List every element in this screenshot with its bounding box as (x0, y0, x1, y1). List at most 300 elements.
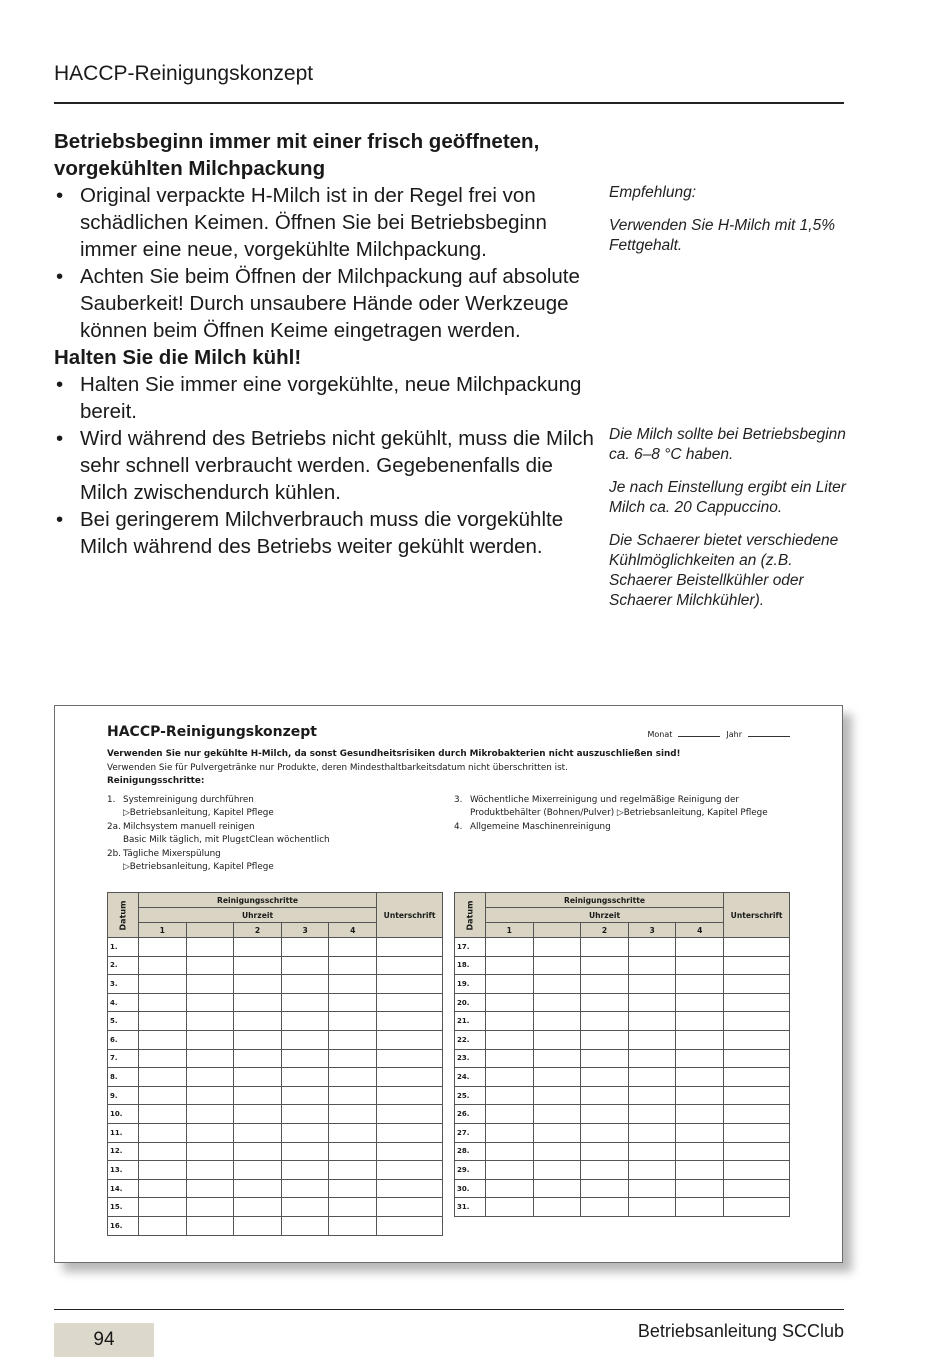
log-cell[interactable] (138, 1068, 186, 1087)
log-cell[interactable] (581, 1049, 629, 1068)
log-cell[interactable] (234, 956, 282, 975)
log-cell[interactable] (676, 1161, 724, 1180)
table-row (108, 1086, 443, 1105)
log-cell[interactable] (281, 956, 329, 975)
row-date: 1. (108, 938, 139, 957)
log-cell[interactable] (676, 993, 724, 1012)
log-cell[interactable] (377, 1123, 443, 1142)
col-2-header: 2 (234, 923, 282, 938)
log-cell[interactable] (581, 1105, 629, 1124)
log-cell[interactable] (533, 1142, 581, 1161)
log-cell[interactable] (138, 1012, 186, 1031)
row-date: 20. (455, 993, 486, 1012)
col-blank-header (533, 923, 581, 938)
log-cell[interactable] (533, 1105, 581, 1124)
log-cell[interactable] (377, 1030, 443, 1049)
log-cell[interactable] (138, 1030, 186, 1049)
log-cell[interactable] (234, 938, 282, 957)
log-cell[interactable] (724, 1179, 790, 1198)
row-date: 28. (455, 1142, 486, 1161)
log-cell[interactable] (628, 1179, 676, 1198)
sidenote-text: Verwenden Sie H-Milch mit 1,5% Fettgehalt. (609, 217, 835, 254)
log-cell[interactable] (186, 938, 234, 957)
log-cell[interactable] (581, 1068, 629, 1087)
step-text: Wöchentliche Mixerreinigung und regelmäßige Reinigung der (470, 795, 740, 805)
step-number: 3. (454, 795, 463, 805)
section2-heading: Halten Sie die Milch kühl! (54, 346, 302, 369)
month-year-fields (647, 728, 790, 739)
table-row (455, 1012, 790, 1031)
table-row (455, 975, 790, 994)
log-cell[interactable] (377, 956, 443, 975)
datum-header (455, 893, 486, 938)
log-cell[interactable] (281, 1123, 329, 1142)
table-row (108, 1123, 443, 1142)
log-cell[interactable] (377, 1012, 443, 1031)
log-cell[interactable] (676, 1049, 724, 1068)
log-cell[interactable] (234, 1123, 282, 1142)
cleaning-log-table-right (454, 892, 790, 1217)
log-cell[interactable] (329, 1049, 377, 1068)
log-cell[interactable] (724, 1049, 790, 1068)
log-cell[interactable] (186, 975, 234, 994)
step-text: ▷Betriebsanleitung, Kapitel Pflege (123, 862, 274, 873)
table-row (108, 1012, 443, 1031)
log-cell[interactable] (377, 975, 443, 994)
cleaning-log-table-left (107, 892, 443, 1236)
log-cell[interactable] (138, 1086, 186, 1105)
log-cell[interactable] (281, 1198, 329, 1217)
log-cell[interactable] (186, 1161, 234, 1180)
log-cell[interactable] (724, 1012, 790, 1031)
footer-divider (54, 1309, 844, 1310)
log-cell[interactable] (186, 956, 234, 975)
log-cell[interactable] (234, 1086, 282, 1105)
row-date: 27. (455, 1123, 486, 1142)
log-cell[interactable] (533, 975, 581, 994)
log-cell[interactable] (581, 1179, 629, 1198)
log-cell[interactable] (329, 1142, 377, 1161)
log-cell[interactable] (485, 993, 533, 1012)
log-cell[interactable] (628, 1030, 676, 1049)
log-cell[interactable] (234, 1068, 282, 1087)
log-cell[interactable] (676, 1068, 724, 1087)
step-number (107, 807, 123, 820)
log-cell[interactable] (485, 1123, 533, 1142)
log-cell[interactable] (628, 1105, 676, 1124)
row-date: 10. (108, 1105, 139, 1124)
log-cell[interactable] (628, 1198, 676, 1217)
log-cell[interactable] (138, 1142, 186, 1161)
log-cell[interactable] (186, 1012, 234, 1031)
log-cell[interactable] (485, 938, 533, 957)
log-cell[interactable] (724, 1123, 790, 1142)
form-title: HACCP-Reinigungskonzept (107, 724, 317, 740)
log-cell[interactable] (724, 1086, 790, 1105)
log-cell[interactable] (628, 1086, 676, 1105)
log-cell[interactable] (533, 1161, 581, 1180)
table-row (455, 1179, 790, 1198)
section1-list (54, 182, 594, 344)
log-cell[interactable] (329, 1123, 377, 1142)
log-cell[interactable] (377, 1142, 443, 1161)
table-row (455, 1123, 790, 1142)
table-row (455, 993, 790, 1012)
log-cell[interactable] (329, 1198, 377, 1217)
row-date: 12. (108, 1142, 139, 1161)
log-cell[interactable] (281, 975, 329, 994)
log-cell[interactable] (234, 1179, 282, 1198)
row-date: 19. (455, 975, 486, 994)
log-cell[interactable] (724, 1030, 790, 1049)
log-cell[interactable] (533, 956, 581, 975)
log-cell[interactable] (138, 975, 186, 994)
log-cell[interactable] (724, 1142, 790, 1161)
log-cell[interactable] (581, 975, 629, 994)
log-cell[interactable] (186, 1068, 234, 1087)
step-number: 1. (107, 795, 116, 805)
log-cell[interactable] (676, 1012, 724, 1031)
log-cell[interactable] (533, 1068, 581, 1087)
log-cell[interactable] (138, 1216, 186, 1235)
log-cell[interactable] (533, 993, 581, 1012)
log-cell[interactable] (676, 1086, 724, 1105)
log-cell[interactable] (281, 1068, 329, 1087)
log-cell[interactable] (628, 938, 676, 957)
log-cell[interactable] (485, 1105, 533, 1124)
section2-bullet: • Bei geringerem Milchverbrauch muss die vorgekühlte Milch während des Betriebs weiter gekühlt werden. (54, 506, 594, 560)
log-cell[interactable] (676, 1105, 724, 1124)
table-row (108, 1179, 443, 1198)
log-cell[interactable] (329, 1179, 377, 1198)
section1-heading: Betriebsbeginn immer mit einer frisch geöffneten, vorgekühlten Milchpackung (54, 130, 540, 180)
log-cell[interactable] (329, 1086, 377, 1105)
log-cell[interactable] (533, 1086, 581, 1105)
log-cell[interactable] (676, 1179, 724, 1198)
uhrzeit-header: Uhrzeit (485, 908, 723, 923)
log-cell[interactable] (485, 975, 533, 994)
log-cell[interactable] (628, 993, 676, 1012)
log-cell[interactable] (485, 1086, 533, 1105)
table-row (108, 1161, 443, 1180)
datum-label: Datum (118, 900, 128, 930)
step-text: Basic Milk täglich, mit PlugɛtClean wöchentlich (123, 835, 330, 846)
log-cell[interactable] (186, 1179, 234, 1198)
row-date: 13. (108, 1161, 139, 1180)
log-cell[interactable] (724, 993, 790, 1012)
log-cell[interactable] (724, 1105, 790, 1124)
table-row (108, 1198, 443, 1217)
log-cell[interactable] (485, 1142, 533, 1161)
log-cell[interactable] (676, 975, 724, 994)
row-date: 23. (455, 1049, 486, 1068)
log-cell[interactable] (581, 1198, 629, 1217)
log-cell[interactable] (676, 1030, 724, 1049)
row-date: 16. (108, 1216, 139, 1235)
sidenote-cooling (609, 425, 849, 624)
log-cell[interactable] (138, 956, 186, 975)
log-cell[interactable] (186, 1049, 234, 1068)
col-2-header: 2 (581, 923, 629, 938)
log-cell[interactable] (377, 993, 443, 1012)
row-date: 11. (108, 1123, 139, 1142)
unterschrift-header: Unterschrift (724, 893, 790, 938)
log-cell[interactable] (485, 956, 533, 975)
uhrzeit-header: Uhrzeit (138, 908, 376, 923)
log-cell[interactable] (724, 956, 790, 975)
sidenote-recommendation (609, 183, 849, 269)
step-line (107, 834, 330, 847)
log-cell[interactable] (724, 1161, 790, 1180)
row-date: 31. (455, 1198, 486, 1217)
year-blank (748, 728, 790, 737)
step-line (454, 821, 768, 834)
log-cell[interactable] (485, 1030, 533, 1049)
log-cell[interactable] (676, 1123, 724, 1142)
year-label: Jahr (726, 730, 742, 739)
month-label: Monat (647, 730, 673, 739)
log-cell[interactable] (186, 1142, 234, 1161)
log-cell[interactable] (377, 1216, 443, 1235)
datum-header (108, 893, 139, 938)
step-number (107, 861, 123, 874)
log-cell[interactable] (533, 1030, 581, 1049)
row-date: 14. (108, 1179, 139, 1198)
step-number (454, 807, 470, 820)
sidenote-text: Je nach Einstellung ergibt ein Liter Milch ca. 20 Cappuccino. (609, 479, 846, 516)
step-text: Allgemeine Maschinenreinigung (470, 821, 611, 832)
section2-bullet: • Wird während des Betriebs nicht gekühlt, muss die Milch sehr schnell verbraucht werden. Gegebenenfalls die Milch zwischendurch kühlen. (54, 425, 594, 506)
log-cell[interactable] (329, 1161, 377, 1180)
log-cell[interactable] (281, 1012, 329, 1031)
step-text: Systemreinigung durchführen (123, 795, 254, 805)
log-cell[interactable] (581, 993, 629, 1012)
log-cell[interactable] (138, 1161, 186, 1180)
log-cell[interactable] (186, 1030, 234, 1049)
log-cell[interactable] (581, 938, 629, 957)
log-cell[interactable] (628, 956, 676, 975)
log-cell[interactable] (281, 1179, 329, 1198)
section1-bullet: • Achten Sie beim Öffnen der Milchpackung auf absolute Sauberkeit! Durch unsaubere Hände oder Werkzeuge können beim Öffnen Keime eingetragen werden. (54, 263, 594, 344)
col-3-header: 3 (281, 923, 329, 938)
log-cell[interactable] (281, 993, 329, 1012)
log-cell[interactable] (281, 1142, 329, 1161)
table-row (108, 938, 443, 957)
log-cell[interactable] (234, 975, 282, 994)
steps-list-right (454, 794, 768, 834)
log-cell[interactable] (676, 956, 724, 975)
row-date: 29. (455, 1161, 486, 1180)
log-cell[interactable] (628, 1123, 676, 1142)
log-cell[interactable] (186, 1216, 234, 1235)
log-cell[interactable] (138, 1123, 186, 1142)
row-date: 2. (108, 956, 139, 975)
log-cell[interactable] (628, 975, 676, 994)
step-text: Produktbehälter (Bohnen/Pulver) ▷Betriebsanleitung, Kapitel Pflege (470, 808, 768, 819)
log-cell[interactable] (186, 1105, 234, 1124)
datum-label: Datum (465, 900, 475, 930)
table-row (455, 1161, 790, 1180)
log-cell[interactable] (138, 1198, 186, 1217)
log-cell[interactable] (724, 975, 790, 994)
log-cell[interactable] (628, 1012, 676, 1031)
table-row (455, 1105, 790, 1124)
steps-heading: Reinigungsschritte: (107, 776, 205, 786)
step-text: Tägliche Mixerspülung (123, 848, 221, 859)
log-cell[interactable] (377, 1068, 443, 1087)
log-cell[interactable] (533, 938, 581, 957)
log-cell[interactable] (377, 938, 443, 957)
col-4-header: 4 (676, 923, 724, 938)
table-row (108, 956, 443, 975)
log-cell[interactable] (234, 1105, 282, 1124)
log-cell[interactable] (186, 1198, 234, 1217)
form-warning: Verwenden Sie nur gekühlte H-Milch, da sonst Gesundheitsrisiken durch Mikrobakterien nicht auszuschließen sind! (107, 749, 681, 759)
log-cell[interactable] (533, 1012, 581, 1031)
log-cell[interactable] (138, 1049, 186, 1068)
log-cell[interactable] (329, 1216, 377, 1235)
log-cell[interactable] (581, 1012, 629, 1031)
log-cell[interactable] (138, 938, 186, 957)
log-cell[interactable] (234, 1216, 282, 1235)
table-row (455, 1086, 790, 1105)
log-cell[interactable] (581, 1142, 629, 1161)
step-number: 2b. (107, 848, 121, 859)
log-cell[interactable] (329, 956, 377, 975)
log-cell[interactable] (628, 1049, 676, 1068)
row-date: 15. (108, 1198, 139, 1217)
log-cell[interactable] (628, 1068, 676, 1087)
row-date: 30. (455, 1179, 486, 1198)
log-cell[interactable] (281, 1049, 329, 1068)
log-cell[interactable] (234, 1161, 282, 1180)
section2-bullet: • Halten Sie immer eine vorgekühlte, neue Milchpackung bereit. (54, 371, 594, 425)
log-cell[interactable] (186, 1123, 234, 1142)
log-cell[interactable] (485, 1012, 533, 1031)
log-cell[interactable] (234, 1012, 282, 1031)
log-cell[interactable] (329, 1105, 377, 1124)
reinigungsschritte-header: Reinigungsschritte (485, 893, 723, 908)
log-cell[interactable] (581, 1030, 629, 1049)
log-cell[interactable] (581, 1086, 629, 1105)
step-line (454, 807, 768, 820)
step-number (107, 834, 123, 847)
month-blank (678, 728, 720, 737)
log-cell[interactable] (281, 1216, 329, 1235)
section2-list (54, 371, 594, 560)
table-row (455, 956, 790, 975)
log-cell[interactable] (329, 975, 377, 994)
log-cell[interactable] (281, 1086, 329, 1105)
log-cell[interactable] (676, 938, 724, 957)
row-date: 25. (455, 1086, 486, 1105)
table-row (108, 1049, 443, 1068)
log-cell[interactable] (485, 1161, 533, 1180)
log-cell[interactable] (329, 1068, 377, 1087)
log-cell[interactable] (234, 1030, 282, 1049)
sidenote-text: Empfehlung: (609, 184, 697, 201)
log-cell[interactable] (485, 1068, 533, 1087)
row-date: 9. (108, 1086, 139, 1105)
log-cell[interactable] (281, 938, 329, 957)
table-row (455, 1142, 790, 1161)
log-cell[interactable] (485, 1198, 533, 1217)
reinigungsschritte-header: Reinigungsschritte (138, 893, 376, 908)
log-cell[interactable] (186, 993, 234, 1012)
log-cell[interactable] (377, 1105, 443, 1124)
log-cell[interactable] (234, 993, 282, 1012)
log-cell[interactable] (234, 1198, 282, 1217)
log-cell[interactable] (533, 1198, 581, 1217)
log-cell[interactable] (329, 1030, 377, 1049)
log-cell[interactable] (724, 1198, 790, 1217)
log-cell[interactable] (377, 1086, 443, 1105)
log-cell[interactable] (281, 1161, 329, 1180)
steps-list-left (107, 794, 330, 874)
step-line (107, 807, 330, 820)
log-cell[interactable] (581, 956, 629, 975)
log-cell[interactable] (234, 1142, 282, 1161)
log-cell[interactable] (377, 1198, 443, 1217)
step-line (107, 848, 330, 861)
log-cell[interactable] (138, 993, 186, 1012)
col-3-header: 3 (628, 923, 676, 938)
log-cell[interactable] (581, 1161, 629, 1180)
log-cell[interactable] (533, 1049, 581, 1068)
table-row (108, 975, 443, 994)
log-cell[interactable] (377, 1049, 443, 1068)
haccp-form-image (54, 705, 843, 1263)
log-cell[interactable] (138, 1105, 186, 1124)
table-row (108, 993, 443, 1012)
sidenote-text: Die Schaerer bietet verschiedene Kühlmöglichkeiten an (z.B. Schaerer Beistellkühler oder Schaerer Milchkühler). (609, 532, 839, 609)
log-cell[interactable] (533, 1123, 581, 1142)
log-cell[interactable] (724, 938, 790, 957)
log-cell[interactable] (377, 1161, 443, 1180)
log-cell[interactable] (485, 1049, 533, 1068)
col-1-header: 1 (485, 923, 533, 938)
step-line (107, 861, 330, 874)
log-cell[interactable] (281, 1105, 329, 1124)
step-line (454, 794, 768, 807)
row-date: 6. (108, 1030, 139, 1049)
log-cell[interactable] (281, 1030, 329, 1049)
table-row (455, 938, 790, 957)
log-cell[interactable] (628, 1142, 676, 1161)
log-cell[interactable] (329, 938, 377, 957)
log-cell[interactable] (329, 993, 377, 1012)
row-date: 5. (108, 1012, 139, 1031)
log-cell[interactable] (724, 1068, 790, 1087)
col-4-header: 4 (329, 923, 377, 938)
sidenote-text: Die Milch sollte bei Betriebsbeginn ca. 6–8 °C haben. (609, 426, 846, 463)
step-line (107, 821, 330, 834)
log-cell[interactable] (628, 1161, 676, 1180)
table-row (108, 1105, 443, 1124)
log-cell[interactable] (676, 1142, 724, 1161)
step-number: 2a. (107, 821, 121, 832)
log-cell[interactable] (676, 1198, 724, 1217)
log-cell[interactable] (581, 1123, 629, 1142)
log-cell[interactable] (533, 1179, 581, 1198)
log-cell[interactable] (485, 1179, 533, 1198)
log-cell[interactable] (329, 1012, 377, 1031)
log-cell[interactable] (377, 1179, 443, 1198)
log-cell[interactable] (234, 1049, 282, 1068)
row-date: 17. (455, 938, 486, 957)
log-cell[interactable] (138, 1179, 186, 1198)
log-cell[interactable] (186, 1086, 234, 1105)
